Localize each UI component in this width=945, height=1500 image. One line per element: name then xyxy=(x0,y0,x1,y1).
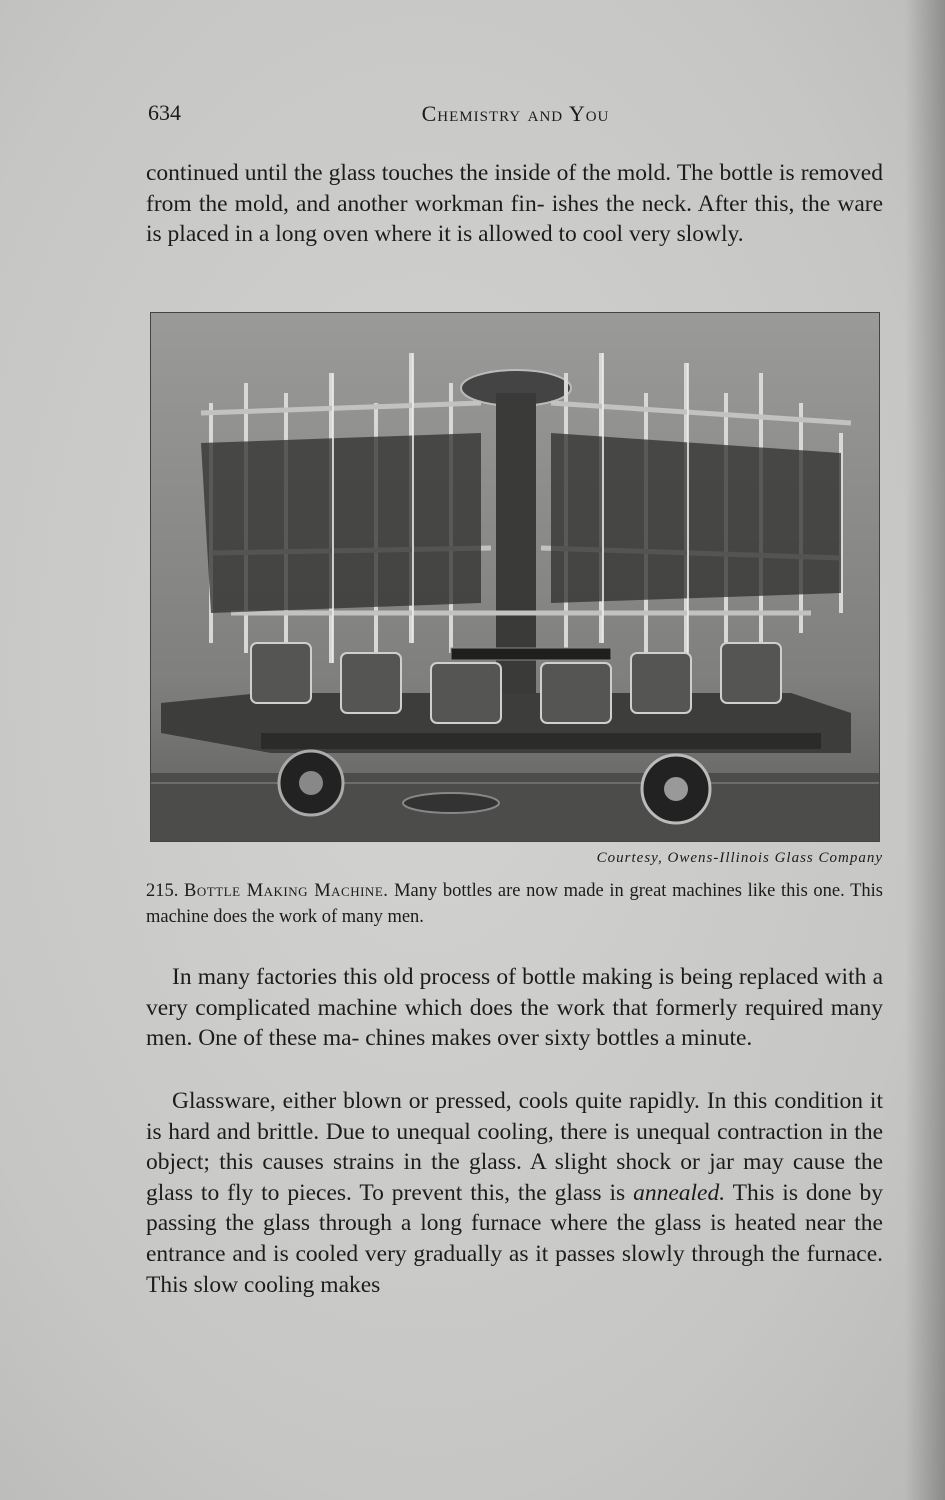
text-line: In many factories this old process of bottle making is being xyxy=(172,964,733,990)
caption-number: 215. xyxy=(146,881,179,901)
caption-text: Many bottles are now made in great machines like this one. This machine does the work of many men. xyxy=(146,881,883,927)
annealing-text-start: Glassware, either blown or pressed, cools quite rapidly. In this condition it is hard and brittle. Due to unequal cooling, there is unequal contraction in the object; this causes strains in the glass. A slight shock or jar may cause the glass to fly to pieces. To prevent this, the glass is xyxy=(146,1088,883,1206)
text-line: ishes the neck. After this, the ware is placed in a long oven xyxy=(146,190,884,248)
figure-caption xyxy=(146,878,883,930)
text-line: chines makes over sixty bottles a minute. xyxy=(365,1025,753,1052)
running-title: Chemistry and You xyxy=(421,101,610,126)
annealing-text-end: This is done by passing the glass through a long furnace where the glass is heated near the entrance and is cooled very gradually as it passes slowly through the furnace. This slow cooling makes xyxy=(146,1179,883,1298)
top-paragraph xyxy=(146,158,883,250)
text-line: bottle is removed from the mold, and another workman fin- xyxy=(146,160,883,217)
paragraph-machine xyxy=(146,962,883,1054)
text-line: continued until the glass touches the inside of the mold. The xyxy=(146,160,714,186)
figure-credit: Courtesy, Owens-Illinois Glass Company xyxy=(596,850,883,866)
page-header xyxy=(148,100,883,130)
bottle-machine-photo xyxy=(150,312,880,842)
page-number: 634 xyxy=(148,100,181,125)
page-spine-shadow xyxy=(905,0,945,1500)
annealed-term: annealed. xyxy=(633,1179,726,1206)
machine-illustration xyxy=(151,313,879,841)
text-line: work that formerly required many men. One of these ma- xyxy=(146,994,883,1052)
text-line: where it is allowed to cool very slowly. xyxy=(374,221,744,248)
paragraph-annealing xyxy=(146,1086,883,1300)
text-line: replaced with a very complicated machine which does the xyxy=(146,964,883,1021)
caption-title: Bottle Making Machine. xyxy=(184,881,389,901)
